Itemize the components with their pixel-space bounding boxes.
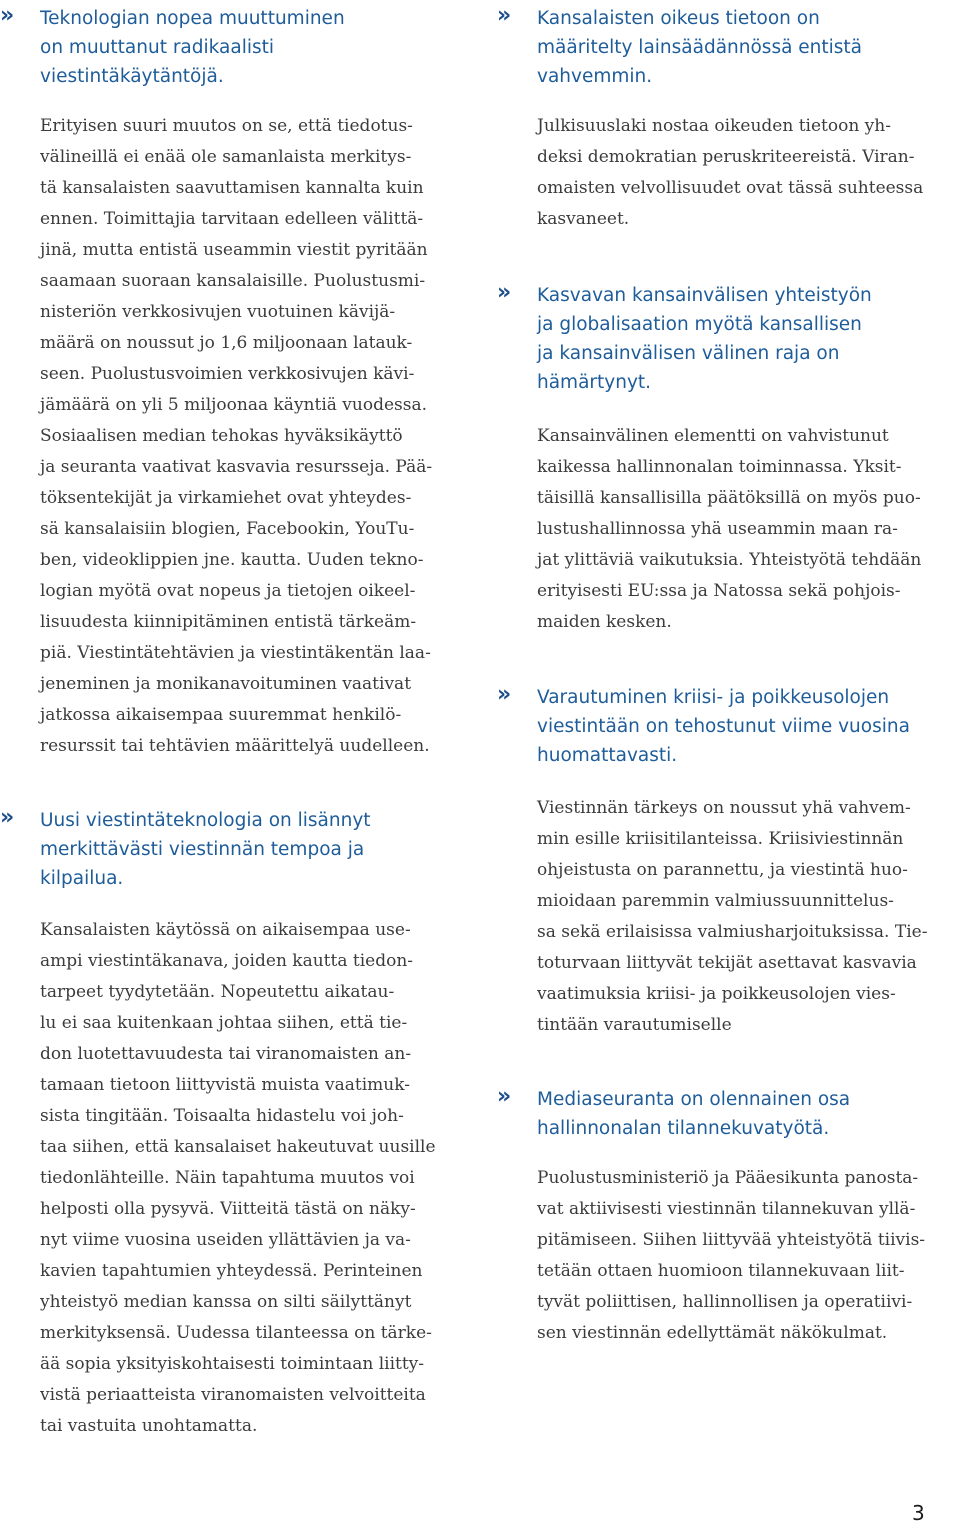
body-paragraph: Kansalaisten käytössä on aikaisempaa use- ampi viestintäkanava, joiden kautta tiedon- tarpeet tyydytetään. Nopeutettu aikatau- lu ei saa kuitenkaan johtaa siihen, että tie- don luotettavuudesta tai viranomaisten an- tamaan tietoon liittyvistä muista vaatimuk- sista tingitään. Toisaalta hidastelu voi joh- taa siihen, että kansalaiset hakeutuvat uusille tiedonlähteille. Näin tapahtuma muutos voi helposti olla pysyvä. Viitteitä tästä on näky- nyt viime vuosina useiden yllättävien ja va- kavien tapahtumien yhteydessä. Perinteinen yhteistyö median kanssa on silti säilyttänyt merkityksensä. Uudessa tilanteessa on tärke- ää sopia yksityiskohtaisesti toimintaan liitty- vistä periaatteista viranomaisten velvoitteita tai vastuita unohtamatta. [40,920,436,1436]
chevron-bullet-icon: » [497,280,509,305]
section-new-technology [0,805,464,893]
chevron-bullet-icon: » [0,805,12,830]
body-paragraph: Kansainvälinen elementti on vahvistunut kaikessa hallinnonalan toiminnassa. Yksit- täisillä kansallisilla päätöksillä on myös puo- lustushallinnossa yhä useammin maan ra- jat ylittäviä vaikutuksia. Yhteistyötä tehdään erityisesti EU:ssa ja Natossa sekä pohjois- maiden kesken. [537,426,922,632]
section-heading [497,682,960,770]
body-paragraph: Viestinnän tärkeys on noussut yhä vahvem- min esille kriisitilanteissa. Kriisiviestinnän ohjeistusta on parannettu, ja viestintä huo- mioidaan paremmin valmiussuunnittelus- sa sekä erilaisissa valmiusharjoituksissa. Tie- toturvaan liittyvät tekijät asettavat kasvavia vaatimuksia kriisi- ja poikkeusolojen vies- tintään varautumiselle [537,798,928,1035]
chevron-bullet-icon: » [497,682,509,707]
body-paragraph: Julkisuuslaki nostaa oikeuden tietoon yh- deksi demokratian peruskriteereistä. Viran- omaisten velvollisuudet ovat tässä suhteessa kasvaneet. [537,116,924,229]
section-heading [497,1084,960,1143]
heading-text: Kansalaisten oikeus tietoon on määritelty lainsäädännössä entistä vahvemmin. [537,8,863,87]
body-paragraph: Puolustusministeriö ja Pääesikunta panosta- vat aktiivisesti viestinnän tilannekuvan yllä- pitämiseen. Siihen liittyvää yhteistyötä tiivis- tetään ottaen huomioon tilannekuvaan liit- tyvät poliittisen, hallinnollisen ja operatiivi- sen viestinnän edellyttämät näkökulmat. [537,1168,926,1343]
section-tech-change [0,3,464,91]
heading-text: Kasvavan kansainvälisen yhteistyön ja globalisaation myötä kansallisen ja kansainvälisen välinen raja on hämärtynyt. [537,285,872,393]
section-right-to-information [497,3,960,91]
section-heading [497,3,960,91]
chevron-bullet-icon: » [0,3,12,28]
page-number: 3 [912,1501,925,1525]
heading-text: Varautuminen kriisi- ja poikkeusolojen viestintään on tehostunut viime vuosina huomattavasti. [537,687,910,766]
body-paragraph: Erityisen suuri muutos on se, että tiedotus- välineillä ei enää ole samanlaista merkitys- tä kansalaisten saavuttamisen kannalta kuin ennen. Toimittajia tarvitaan edelleen välittä- jinä, mutta entistä useammin viestit pyritään saamaan suoraan kansalaisille. Puolustusmi- nisteriön verkkosivujen vuotuinen kävijä- määrä on noussut jo 1,6 miljoonaan latauk- seen. Puolustusvoimien verkkosivujen kävi- jämäärä on yli 5 miljoonaa käyntiä vuodessa. Sosiaalisen median tehokas hyväksikäyttö ja seuranta vaativat kasvavia resursseja. Pää- töksentekijät ja virkamiehet ovat yhteydes- sä kansalaisiin blogien, Facebookin, YouTu- ben, videoklippien jne. kautta. Uuden tekno- logian myötä ovat nopeus ja tietojen oikeel- lisuudesta kiinnipitäminen entistä tärkeäm- piä. Viestintätehtävien ja viestintäkentän laa- jeneminen ja monikanavoituminen vaativat jatkossa aikaisempaa suuremmat henkilö- resurssit tai tehtävien määrittelyä uudelleen. [40,116,433,756]
section-crisis-preparedness [497,682,960,770]
section-heading [0,805,464,893]
section-heading [497,280,960,397]
heading-text: Uusi viestintäteknologia on lisännyt merkittävästi viestinnän tempoa ja kilpailua. [40,810,371,889]
chevron-bullet-icon: » [497,3,509,28]
chevron-bullet-icon: » [497,1084,509,1109]
section-media-monitoring [497,1084,960,1143]
heading-text: Mediaseuranta on olennainen osa hallinnonalan tilannekuvatyötä. [537,1089,851,1139]
heading-text: Teknologian nopea muuttuminen on muuttanut radikaalisti viestintäkäytäntöjä. [40,8,345,87]
section-heading [0,3,464,91]
section-international-cooperation [497,280,960,397]
